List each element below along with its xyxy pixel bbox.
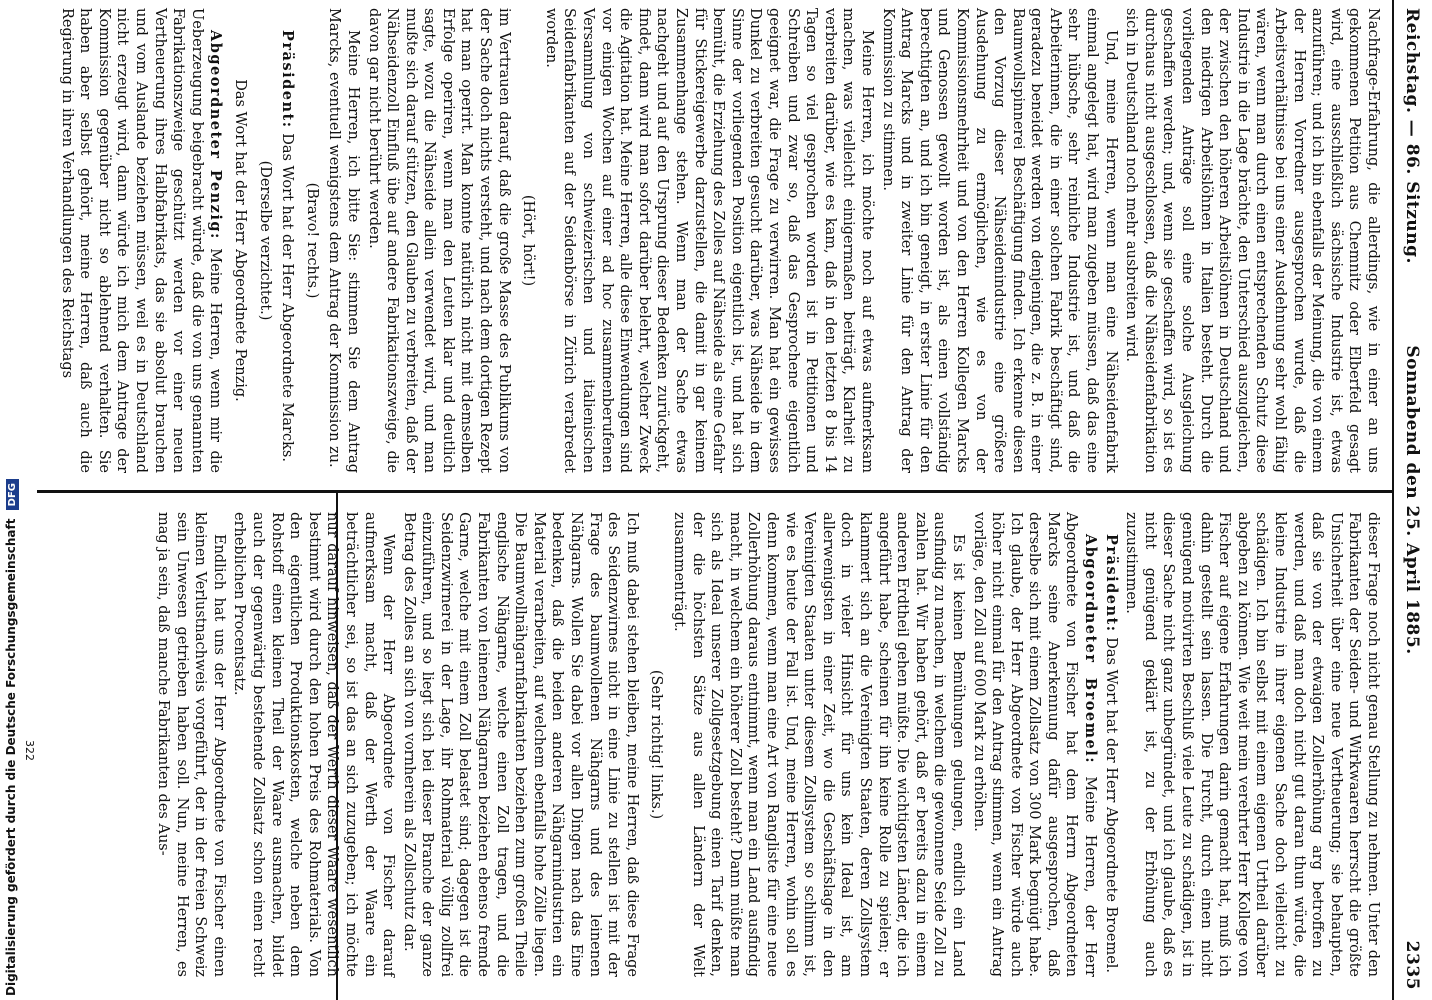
text-paragraph: Wenn der Herr Abgeordnete von Fischer darauf aufmerksam macht, daß der Werth der Waare ein beträchtlicher sei, so ist das an sich zuzugeben; ich möchte nur darauf hinweisen, daß der Werth dieser Waare wesentlich bestimmt wird durch den hohen Preis des Rohmaterials. Von den eigentlichen Produktionskosten, welche neben dem Rohstoff einen kleinen Theil der Waare ausmachen, bildet auch der gegenwärtig bestehende Zollsatz schon einen recht erheblichen Procentsatz. [231,512,397,977]
text-paragraph: Endlich hat uns der Herr Abgeordnete von Fischer einen kleinen Verlustnachweis vorgeführt, der in der freien Schweiz sein Unwesen getrieben haben soll. Nun, meine Herren, es mag ja sein, daß manche Fabrikanten des Aus- [155,512,227,977]
speaker-name: Abgeordneter Broemel: [1082,534,1100,765]
dfg-logo-icon: DFG [6,479,19,510]
speech-paragraph [1101,512,1120,977]
speech-paragraph [57,8,224,473]
speech-text: Das Wort hat der Herr Abgeordnete Broemel. [1102,637,1119,974]
text-paragraph: Und, meine Herren, wenn man eine Nähseidenfabrik einmal angelegt hat, wird man zugeben müssen, daß das eine sehr hübsche, sehr reinliche Industrie ist, und daß die Arbeiterinnen, die in einer solchen Fabrik beschäftigt sind, geradezu beneidet werden von denjenigen, die z. B. in einer Baumwollspinnerei Beschäftigung finden. Ich erkenne diesen den Vorzug dieser Nähseidenindustrie eine größere Ausdehnung zu ermöglichen, wie es von der Kommissionsmehrheit und von den Herren Kollegen Marcks und Genossen gewollt worden ist, als einen vollständig berechtigten an, und ich bin geneigt, in erster Linie für den Antrag Marcks und in zweiter Linie für den Antrag der Kommission zu stimmen. [879,8,1119,473]
credit-text: Digitalisierung gefördert durch die Deutsche Forschungsgemeinschaft [4,518,18,996]
right-column [155,512,1382,977]
sheet-number: 322 [23,740,36,761]
header-center: Sonnabend den 25. April 1885. [1402,345,1422,655]
header-left: Reichstag. — 86. Sitzung. [1402,8,1422,264]
stage-direction: (Hört, hört!) [520,194,537,287]
page-number: 2335 [1402,940,1422,990]
stage-direction: (Bravo! rechts.) [303,182,320,299]
text-paragraph: im Vertrauen darauf, daß die große Masse des Publikums von der Sache doch nichts versteht, und nach dem dortigen Rezept hat man operirt. Man konnte natürlich nicht mit demselben Erfolge operiren, wenn man den Leuten klar und deutlich sagte, wozu die Nähseide allein verwendet wird, und man mußte sich darauf stützen, den Glauben zu verbreiten, daß der Nähseidenzoll Einfluß übe auf andere Fabrikationszweige, die davon gar nicht berührt werden. [365,8,512,473]
text-paragraph: dieser Frage noch nicht genau Stellung zu nehmen. Unter den Fabrikanten der Seiden- und Wirkwaaren herrscht die größte Unsicherheit über eine neue Vertheuerung; sie behaupten, daß sie von der etwaigen Zollerhöhung arg betroffen zu werden, und daß man doch nicht gut daran thun würde, die kleine Industrie in ihrer eigenen Sache doch vielleicht zu schädigen. Ich bin selbst mit einem eigenen Urtheil darüber abgeben zu können. Wie weit mein verehrter Herr Kollege von Fischer auf eigene Erfahrungen darin gemacht hat, muß ich dahin gestellt sein lassen. Die Furcht, durch einen nicht genügend motivirten Beschluß viele Leute zu schädigen, ist in dieser Sache nicht ganz unbegründet, und ich glaube, daß es nicht genügend geklärt ist, zu der Erhöhung auch zuzustimmen. [1123,512,1381,977]
text-paragraph: Meine Herren, ich bitte Sie: stimmen Sie dem Antrag Marcks, eventuell wenigstens dem Antrag der Kommission zu. [326,8,361,473]
column-divider [37,490,1392,493]
speech-text: Meine Herren, der Herr Abgeordnete von Fischer hat dem Herrn Abgeordneten Marcks seine Anerkennung dafür ausgesprochen, daß derselbe sich mit einem Zollsatz von 300 Mark begnügt habe. Ich glaube, der Herr Abgeordnete von Fischer würde auch höher nicht einmal für den Antrag stimmen, wenn ein Antrag vorläge, den Zoll auf 600 Mark zu erhöhen. [970,512,1099,977]
speech-paragraph [969,512,1099,977]
speaker-name: Präsident: [1102,534,1120,633]
page-header [1398,0,1426,1000]
speech-text: Das Wort hat der Herr Abgeordnete Marcks. [279,133,296,462]
header-rule [1392,0,1394,1000]
text-paragraph: Es ist keinen Bemühungen gelungen, endlich ein Land ausfindig zu machen, in welchem die gewonnene Seide Zoll zu zahlen hat. Wir haben gehört, daß er bereits dazu in einem anderen Erdtheil gehen müßte. Die wichtigsten Länder, die ich angeführt habe, scheinen für ihn keine Rolle zu spielen; er klammert sich an die Vereinigten Staaten, deren Zollsystem doch in vieler Hinsicht für uns kein Ideal ist, am allerwenigsten in einer Zeit, wo die Geschäftslage in den Vereinigten Staaten unter diesem Zollsystem so schlimm ist, wie es heute der Fall ist. Und, meine Herren, wohin soll es denn kommen, wenn man eine Art von Rangliste für eine neue Zollerhöhung daraus entnimmt, wenn man ein Land ausfindig macht, in welchem ein höherer Zoll besteht? Dann müßte man sich als Ideal unserer Zollgesetzgebung einen Tarif denken, der die höchsten Sätze aus allen Ländern der Welt zusammenträgt. [671,512,966,977]
speech-paragraph [278,8,297,473]
text-paragraph: Nachfrage-Erfahrung, die allerdings, wie in einer an uns gekommenen Petition aus Chemnitz oder Elberfeld gesagt wird, eine ausschließlich sächsische Industrie ist, etwas anzuführen; und ich bin ebenfalls der Meinung, die von einem der Herren Vorredner ausgesprochen wurde, daß die Arbeitsverhältnisse bei uns einer Ausdehnung sehr wohl fähig wären, wenn man durch einen entsprechenden Schutz diese Industrie in die Lage brächte, den Unterschied auszugleichen, der zwischen den höheren Arbeitslöhnen in Deutschland und den niedrigen Arbeitslöhnen in Italien besteht. Durch die vorliegenden Anträge soll eine solche Ausgleichung geschaffen werden; und, wenn sie geschaffen wird, so ist es durchaus nicht ausgeschlossen, daß die Nähseidenfabrikation sich in Deutschland noch mehr ausbreiten wird. [1123,8,1381,473]
speaker-name: Präsident: [279,30,297,129]
speaker-name: Abgeordneter Penzig: [207,30,225,240]
stage-direction: Das Wort hat der Herr Abgeordnete Penzig. [231,79,248,402]
stage-direction: (Sehr richtig! links.) [648,669,665,820]
digitization-credit [4,479,19,996]
left-column [42,8,1382,473]
text-paragraph: Ich muß dabei stehen bleiben, meine Herren, daß diese Frage des Seidenzwirnes nicht in eine Linie zu stellen ist mit der Frage des baumwollenen Nähgarns und des leinenen Nähgarns. Wollen Sie dabei vor allen Dingen nach das Eine bedenken, daß die beiden anderen Nähgarnindustrien ein Material verarbeiten, auf welchem ebenfalls hohe Zölle liegen. Die Baumwollnähgarnfabrikanten beziehen zum großen Theile englische Nähgarne, welche einen Zoll tragen, und die Fabrikanten von leinenen Nähgarnen beziehen ebenso fremde Garne, welche mit einem Zoll belastet sind; dagegen ist die Seidenzwirnerei in der Lage, ihr Rohmaterial völlig zollfrei einzuführen, und so liegt sich bei dieser Branche der ganze Betrag des Zolles an sich von vornherein als Zollschutz dar. [400,512,640,977]
speech-text: Meine Herren, wenn mir die Ueberzeugung beigebracht würde, daß die von uns genannten Fabrikationszweige geschützt werden vor einer neuen Vertheuerung ihres Halbfabrikats, das sie absolut brauchen und vom Auslande beziehen müssen, weil es in Deutschland nicht erzeugt wird, dann würde ich mich dem Antrage der Kommission gegenüber nicht so ablehnend verhalten. Sie haben aber selbst gehört, meine Herren, daß auch die Regierung in ihren Verhandlungen des Reichstags [58,8,224,473]
stage-direction: (Derselbe verzichtet.) [256,160,273,321]
text-paragraph: Meine Herren, ich möchte noch auf etwas aufmerksam machen, was vielleicht einigermaßen beiträgt, Klarheit zu verbreiten darüber, wie es kam, daß in den letzten 8 bis 14 Tagen so viel gesprochen worden ist in Petitionen und Schreiben und zwar so, daß das Gesprochene eigentlich geeignet war, die Frage zu verwirren. Man hat ein gewisses Dunkel zu verbreiten gesucht darüber, was Nähseide in dem Sinne der vorliegenden Position eigentlich ist, und hat sich bemüht, die Erziehung des Zolles auf Nähseide als eine Gefahr für Stickereigewerbe darzustellen, die damit in gar keinem Zusammenhange stehen. Wenn man der Sache etwas nachgeht und auf den Ursprung dieser Bedenken zurückgeht, findet, dann wird man sofort darüber belehrt, welcher Zweck die Agitation hat. Meine Herren, alle diese Einwendungen sind vor einigen Wochen auf einer ad hoc zusammenberufenen Versammlung von schweizerischen und italienischen Seidenfabrikanten auf der Seidenbörse in Zürich verabredet worden. [542,8,875,473]
